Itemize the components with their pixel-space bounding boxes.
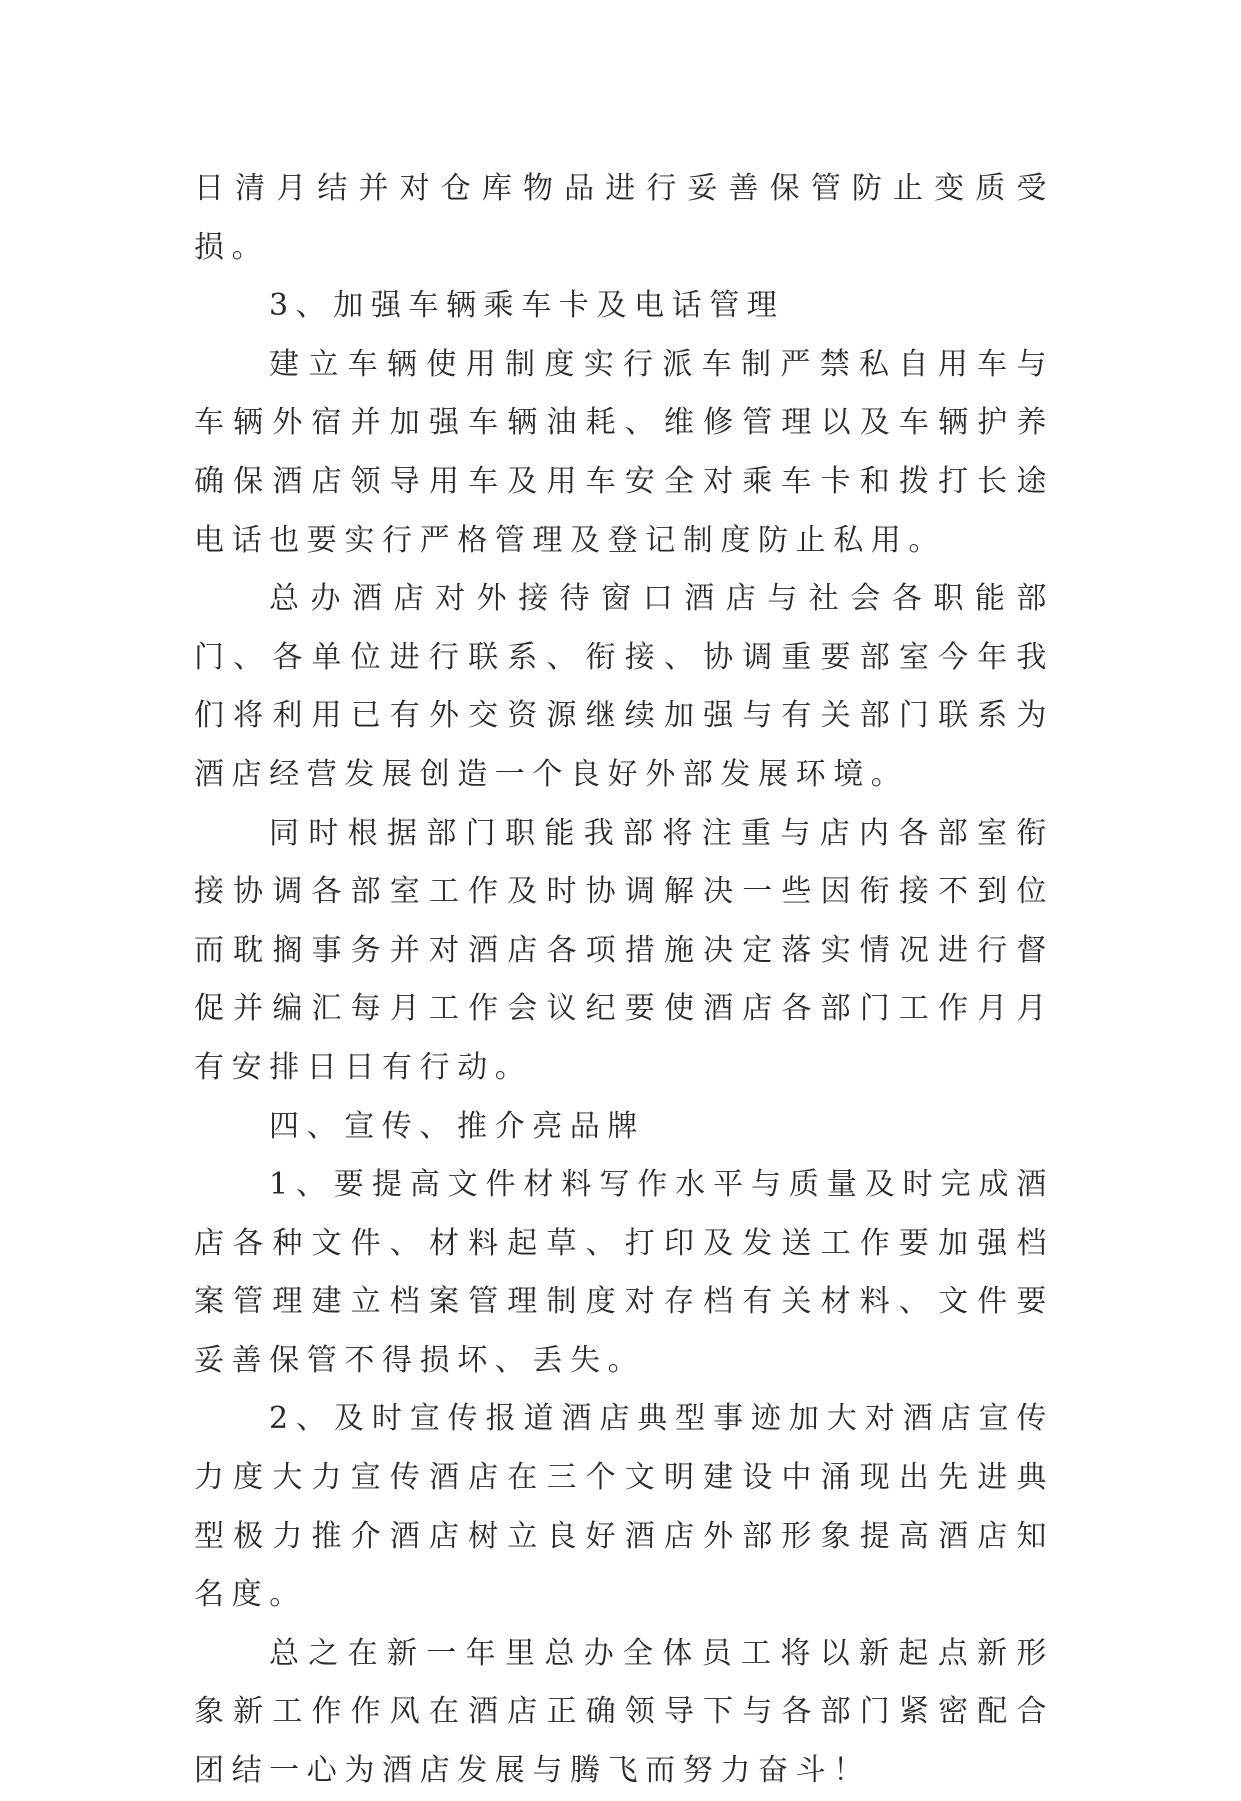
heading-vehicle-phone-management: 3、加强车辆乘车卡及电话管理: [269, 288, 785, 324]
paragraph-storage-ending: 日清月结并对仓库物品进行妥善保管防止变质受损。: [194, 171, 1054, 265]
paragraph-external-liaison: 总办酒店对外接待窗口酒店与社会各职能部门、各单位进行联系、衔接、协调重要部室今年我们将利用已有外交资源继续加强与有关部门联系为酒店经营发展创造一个良好外部发展环境。: [194, 581, 1054, 792]
paragraph-publicity-reporting: 2、及时宣传报道酒店典型事迹加大对酒店宣传力度大力宣传酒店在三个文明建设中涌现出先进典型极力推介酒店树立良好酒店外部形象提高酒店知名度。: [194, 1401, 1054, 1613]
paragraph-conclusion: 总之在新一年里总办全体员工将以新起点新形象新工作作风在酒店正确领导下与各部门紧密配合团结一心为酒店发展与腾飞而努力奋斗！: [194, 1635, 1054, 1789]
heading-publicity-brand: 四、宣传、推介亮品牌: [269, 1108, 645, 1144]
paragraph-document-writing: 1、要提高文件材料写作水平与质量及时完成酒店各种文件、材料起草、打印及发送工作要加强档案管理建立档案管理制度对存档有关材料、文件要妥善保管不得损坏、丢失。: [194, 1167, 1054, 1378]
paragraph-vehicle-system: 建立车辆使用制度实行派车制严禁私自用车与车辆外宿并加强车辆油耗、维修管理以及车辆护养确保酒店领导用车及用车安全对乘车卡和拨打长途电话也要实行严格管理及登记制度防止私用。: [194, 346, 1054, 558]
document-page: [194, 160, 1054, 1801]
paragraph-internal-coordination: 同时根据部门职能我部将注重与店内各部室衔接协调各部室工作及时协调解决一些因衔接不到位而耽搁事务并对酒店各项措施决定落实情况进行督促并编汇每月工作会议纪要使酒店各部门工作月月有安排日日有行动。: [194, 815, 1054, 1085]
